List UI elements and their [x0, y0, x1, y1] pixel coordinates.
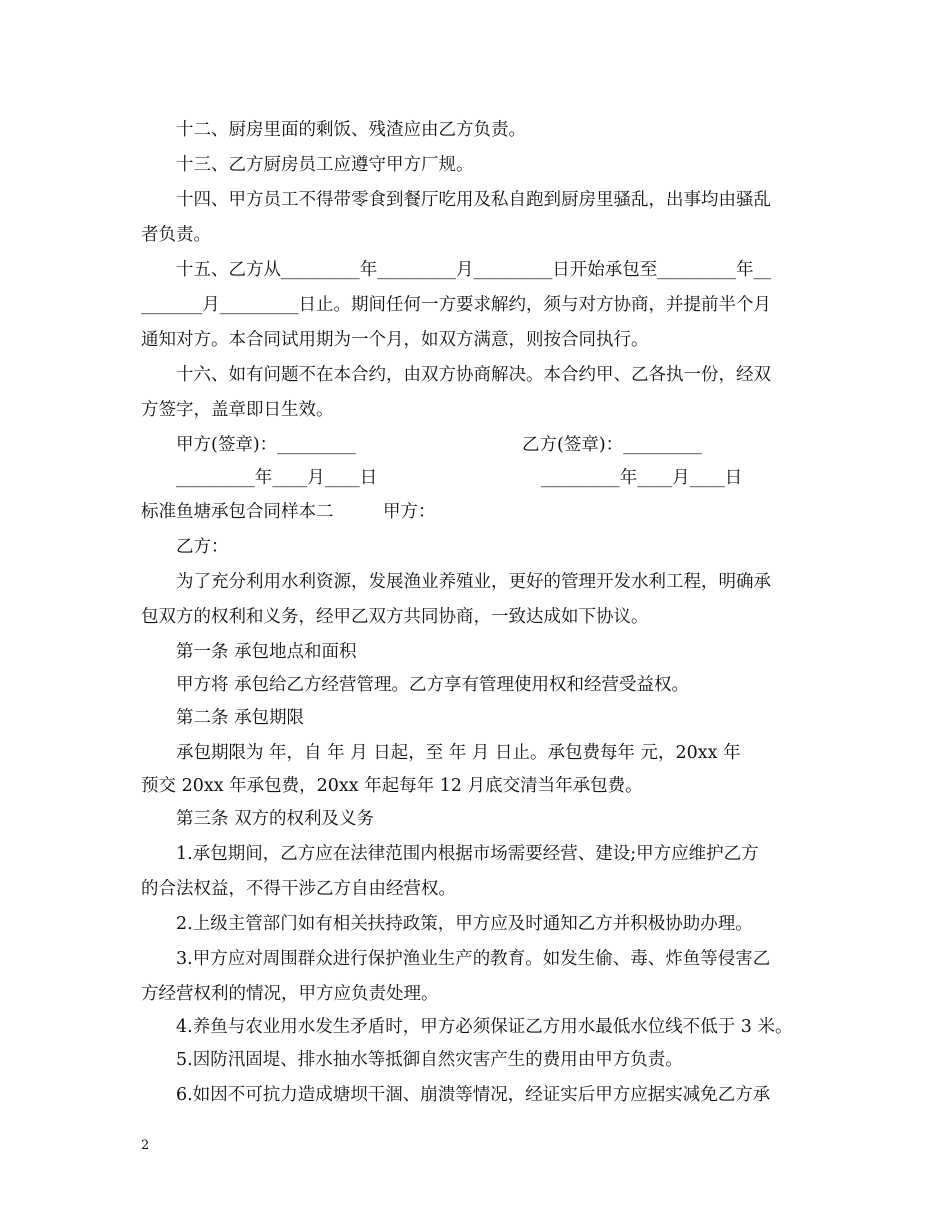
party-b-signature: 乙方(签章)：_________: [522, 435, 702, 455]
clause-16-line-2: 方签字，盖章即日生效。: [141, 400, 334, 420]
article-3-item-6: 6.如因不可抗力造成塘坝干涸、崩溃等情况，经证实后甲方应据实减免乙方承: [176, 1085, 771, 1105]
article-2-heading: 第二条 承包期限: [176, 708, 305, 728]
party-a-date: _________年____月____日: [176, 468, 378, 488]
article-3-item-5: 5.因防汛固堤、排水抽水等抵御自然灾害产生的费用由甲方负责。: [176, 1050, 683, 1070]
article-3-heading: 第三条 双方的权利及义务: [176, 809, 375, 829]
clause-12: 十二、厨房里面的剩饭、残渣应由乙方负责。: [176, 120, 526, 140]
clause-14-line-1: 十四、甲方员工不得带零食到餐厅吃用及私自跑到厨房里骚乱，出事均由骚乱: [176, 190, 771, 210]
clause-14-line-2: 者负责。: [141, 225, 211, 245]
preamble-line-2: 包双方的权利和义务，经甲乙双方共同协商，一致达成如下协议。: [141, 607, 649, 627]
article-1-heading: 第一条 承包地点和面积: [176, 642, 357, 662]
article-1-body: 甲方将 承包给乙方经营管理。乙方享有管理使用权和经营受益权。: [176, 675, 690, 695]
clause-15-line-2: _______月_________日止。期间任何一方要求解约，须与对方协商，并提前半个月: [141, 295, 771, 315]
article-3-item-2: 2.上级主管部门如有相关扶持政策，甲方应及时通知乙方并积极协助办理。: [176, 914, 753, 934]
party-b-date: _________年____月____日: [541, 468, 743, 488]
article-2-body-line-2: 预交 20xx 年承包费，20xx 年起每年 12 月底交清当年承包费。: [141, 776, 643, 796]
page-number: 2: [141, 1138, 150, 1153]
article-2-body-line-1: 承包期限为 年，自 年 月 日起，至 年 月 日止。承包费每年 元，20xx 年: [176, 743, 741, 763]
clause-16-line-1: 十六、如有问题不在本合约，由双方协商解决。本合约甲、乙各执一份，经双: [176, 365, 771, 385]
article-3-item-3-line-2: 方经营权利的情况，甲方应负责处理。: [141, 984, 439, 1004]
sample-two-title: 标准鱼塘承包合同样本二: [141, 502, 334, 522]
party-b-label: 乙方：: [176, 537, 229, 557]
party-a-label: 甲方：: [383, 502, 436, 522]
clause-15-line-3: 通知对方。本合同试用期为一个月，如双方满意，则按合同执行。: [141, 330, 649, 350]
article-3-item-3-line-1: 3.甲方应对周围群众进行保护渔业生产的教育。如发生偷、毒、炸鱼等侵害乙: [176, 949, 771, 969]
article-3-item-4: 4.养鱼与农业用水发生矛盾时，甲方必须保证乙方用水最低水位线不低于 3 米。: [176, 1017, 793, 1037]
clause-13: 十三、乙方厨房员工应遵守甲方厂规。: [176, 155, 474, 175]
party-a-signature: 甲方(签章)：_________: [176, 435, 356, 455]
article-3-item-1-line-2: 的合法权益，不得干涉乙方自由经营权。: [141, 879, 456, 899]
article-3-item-1-line-1: 1.承包期间，乙方应在法律范围内根据市场需要经营、建设;甲方应维护乙方: [176, 844, 759, 864]
clause-15-line-1: 十五、乙方从_________年_________月_________日开始承包至_________年__: [176, 260, 771, 280]
preamble-line-1: 为了充分利用水利资源，发展渔业养殖业，更好的管理开发水利工程，明确承: [176, 572, 771, 592]
